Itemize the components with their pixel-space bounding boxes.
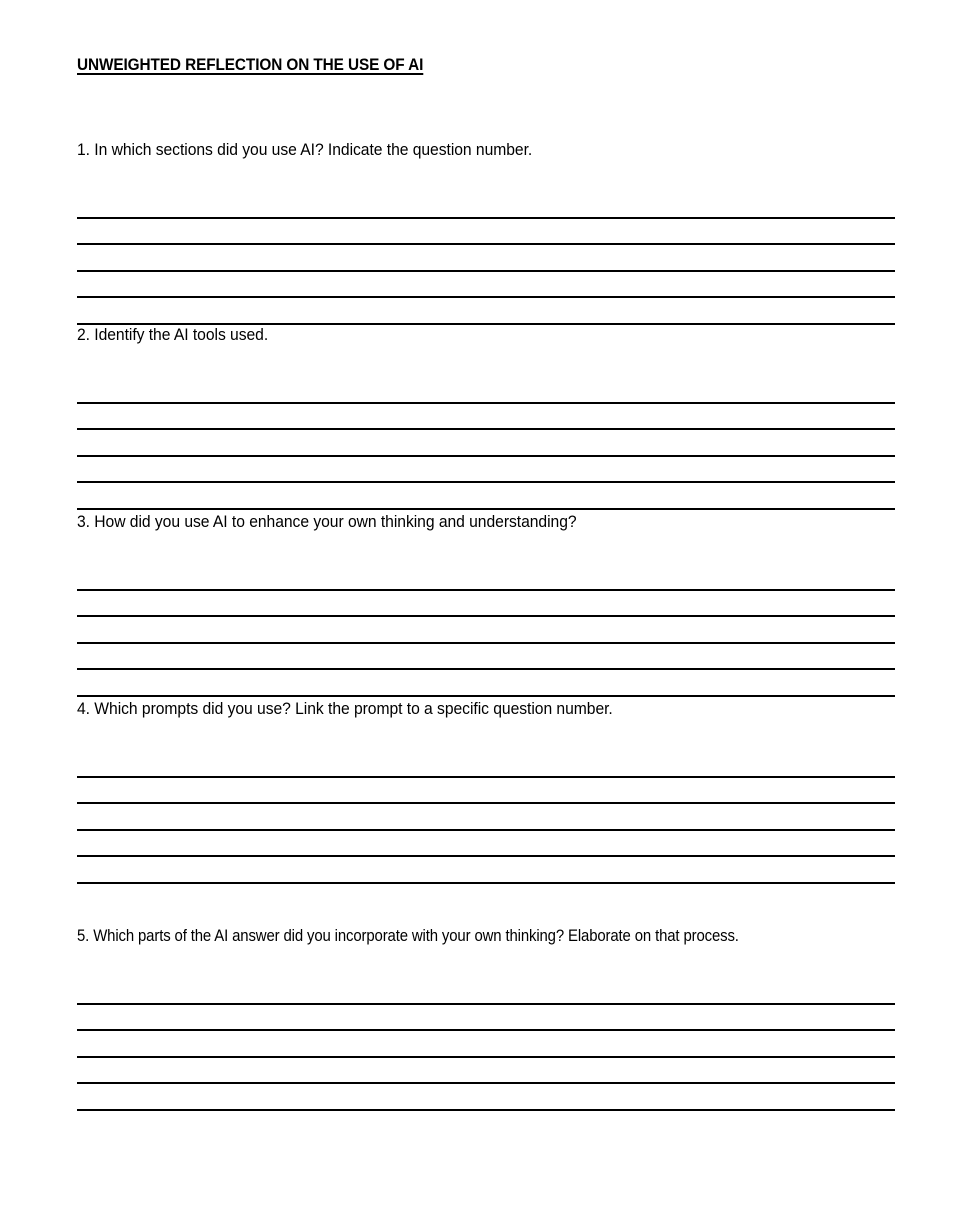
question-section-2 — [77, 325, 895, 482]
answer-line[interactable] — [77, 615, 895, 617]
answer-line[interactable] — [77, 1029, 895, 1031]
answer-line[interactable] — [77, 428, 895, 430]
answer-line[interactable] — [77, 1082, 895, 1084]
answer-line[interactable] — [77, 1003, 895, 1005]
question-text-3: 3. How did you use AI to enhance your own thinking and understanding? — [77, 513, 577, 531]
page-title: UNWEIGHTED REFLECTION ON THE USE OF AI — [77, 56, 424, 74]
answer-line[interactable] — [77, 802, 895, 804]
question-text-1: 1. In which sections did you use AI? Indicate the question number. — [77, 141, 533, 159]
answer-lines-3 — [77, 533, 895, 669]
answer-line[interactable] — [77, 589, 895, 591]
question-section-4 — [77, 699, 895, 856]
question-text-2: 2. Identify the AI tools used. — [77, 326, 269, 344]
answer-lines-5 — [77, 947, 895, 1083]
answer-line[interactable] — [77, 855, 895, 857]
question-text-4: 4. Which prompts did you use? Link the prompt to a specific question number. — [77, 700, 613, 718]
answer-line[interactable] — [77, 695, 895, 697]
answer-line[interactable] — [77, 642, 895, 644]
answer-line[interactable] — [77, 776, 895, 778]
answer-line[interactable] — [77, 882, 895, 884]
answer-line[interactable] — [77, 1109, 895, 1111]
question-section-3 — [77, 512, 895, 669]
answer-lines-4 — [77, 720, 895, 856]
question-section-5 — [77, 926, 895, 1083]
answer-line[interactable] — [77, 508, 895, 510]
answer-line[interactable] — [77, 402, 895, 404]
answer-lines-2 — [77, 346, 895, 482]
answer-line[interactable] — [77, 455, 895, 457]
answer-line[interactable] — [77, 270, 895, 272]
question-text-5: 5. Which parts of the AI answer did you incorporate with your own thinking? Elaborate on that process. — [77, 927, 739, 945]
answer-line[interactable] — [77, 668, 895, 670]
answer-line[interactable] — [77, 481, 895, 483]
answer-line[interactable] — [77, 829, 895, 831]
question-section-1 — [77, 140, 895, 297]
answer-lines-1 — [77, 161, 895, 297]
answer-line[interactable] — [77, 296, 895, 298]
answer-line[interactable] — [77, 217, 895, 219]
answer-line[interactable] — [77, 243, 895, 245]
answer-line[interactable] — [77, 1056, 895, 1058]
